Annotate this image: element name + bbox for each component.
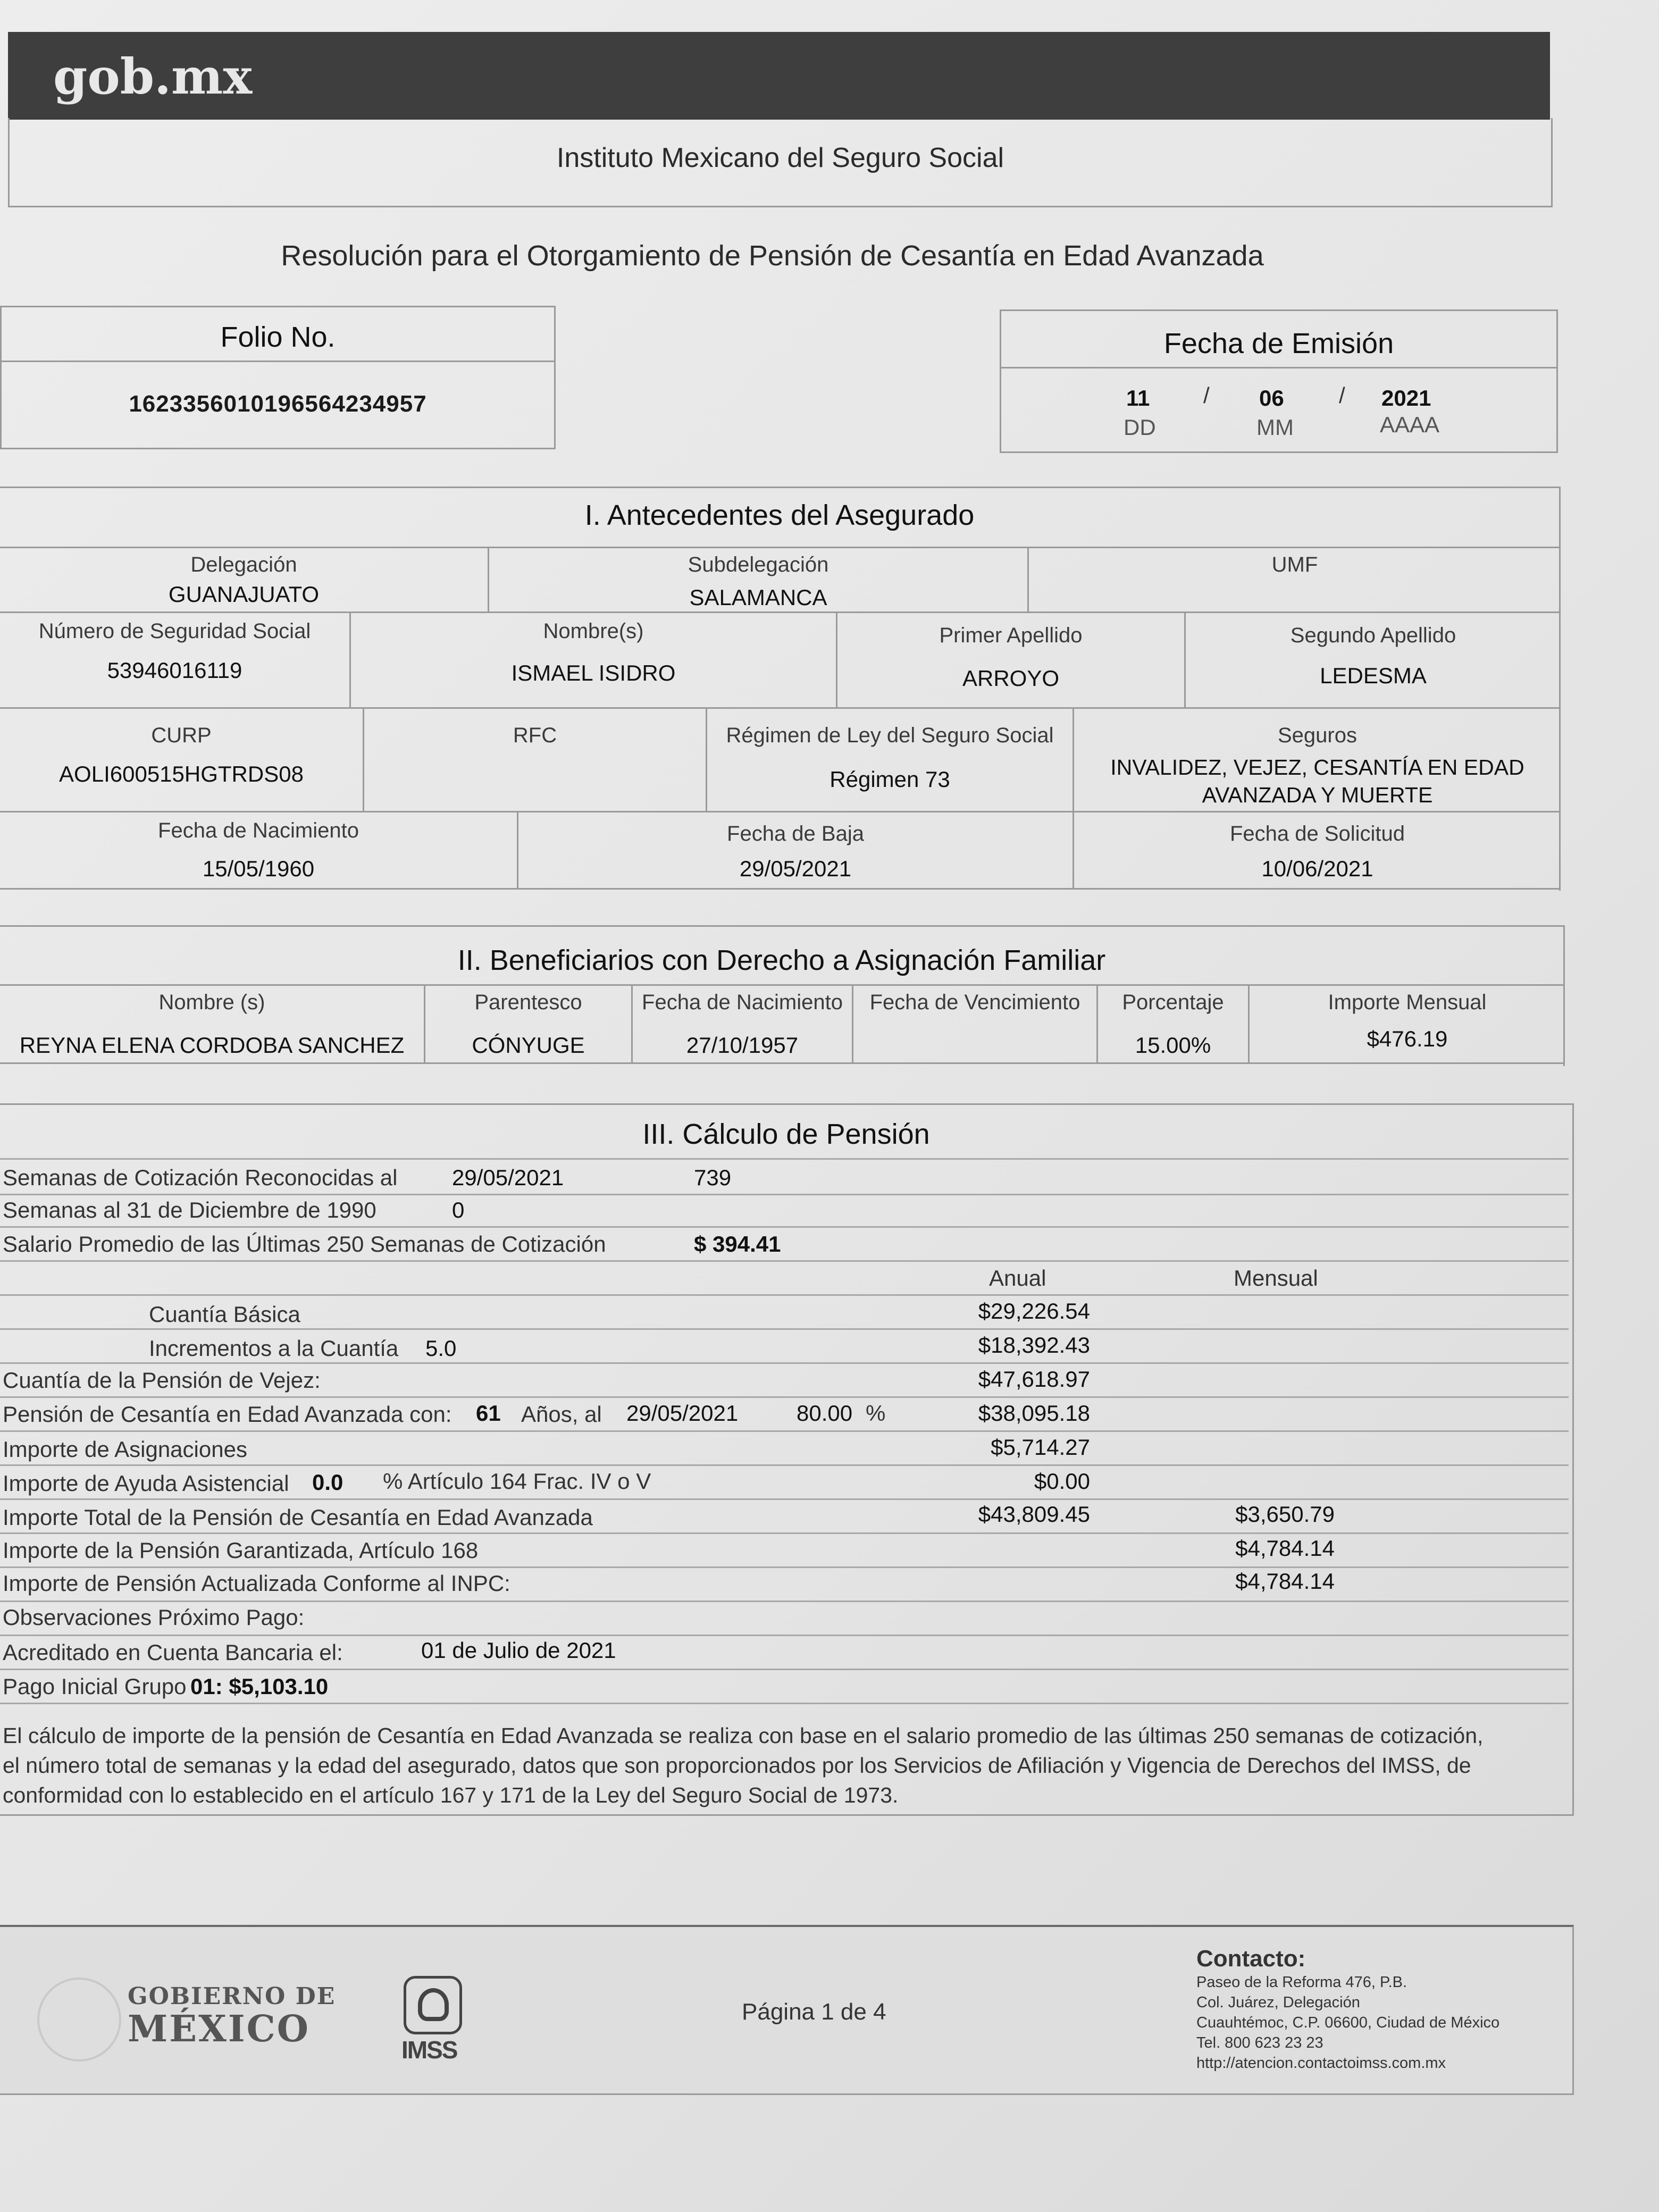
row-salario-promedio: Salario Promedio de las Últimas 250 Semanas de Cotización $ 394.41	[0, 1226, 1569, 1262]
rfc-label: RFC	[513, 724, 557, 747]
seguros-value-line1: INVALIDEZ, VEJEZ, CESANTÍA EN EDAD	[1110, 755, 1524, 780]
subdelegacion-value: SALAMANCA	[689, 585, 827, 610]
row-incrementos: Incrementos a la Cuantía 5.0 $18,392.43	[0, 1328, 1569, 1364]
section-beneficiarios	[0, 925, 1565, 1066]
row-semanas-1990: Semanas al 31 de Diciembre de 1990 0	[0, 1192, 1569, 1228]
umf-cell	[1029, 547, 1561, 613]
baja-value: 29/05/2021	[739, 856, 852, 881]
section-2-title: II. Beneficiarios con Derecho a Asignación Familiar	[457, 944, 1106, 976]
benef-header-parentesco: Parentesco CÓNYUGE	[425, 984, 633, 1064]
apellido2-value: LEDESMA	[1320, 663, 1427, 688]
row-cuantia-basica: Cuantía Básica $29,226.54	[0, 1294, 1569, 1330]
nss-label: Número de Seguridad Social	[38, 619, 311, 643]
solicitud-cell	[1074, 812, 1561, 890]
nss-cell	[0, 613, 351, 709]
nombre-cell	[351, 613, 837, 709]
row-ayuda: Importe de Ayuda Asistencial 0.0 % Artículo 164 Frac. IV o V $0.00	[0, 1464, 1569, 1500]
curp-value: AOLI600515HGTRDS08	[59, 761, 304, 786]
benef-nombre: REYNA ELENA CORDOBA SANCHEZ	[19, 1033, 405, 1058]
baja-label: Fecha de Baja	[727, 822, 864, 845]
institute-name: Instituto Mexicano del Seguro Social	[556, 143, 1004, 173]
fecha-mm-label: MM	[1256, 415, 1294, 440]
subdelegacion-cell	[489, 547, 1029, 613]
curp-cell	[0, 709, 364, 812]
umf-label: UMF	[1271, 553, 1318, 576]
section-calculo	[0, 1103, 1574, 1816]
benef-header-porcentaje: Porcentaje 15.00%	[1098, 984, 1250, 1064]
row-total: Importe Total de la Pensión de Cesantía en Edad Avanzada $43,809.45 $3,650.79	[0, 1498, 1569, 1534]
row-observaciones: Observaciones Próximo Pago:	[0, 1601, 1569, 1636]
solicitud-value: 10/06/2021	[1261, 856, 1373, 881]
benef-porcentaje: 15.00%	[1135, 1033, 1211, 1058]
solicitud-label: Fecha de Solicitud	[1229, 822, 1405, 845]
delegacion-value: GUANAJUATO	[168, 582, 320, 607]
fecha-dd-label: DD	[1124, 415, 1156, 440]
benef-header-nombre: Nombre (s) REYNA ELENA CORDOBA SANCHEZ	[0, 984, 425, 1064]
row-vejez: Cuantía de la Pensión de Vejez: $47,618.97	[0, 1362, 1569, 1398]
section-1-title: I. Antecedentes del Asegurado	[584, 499, 975, 531]
apellido2-label: Segundo Apellido	[1290, 624, 1456, 647]
benef-header-nacimiento: Fecha de Nacimiento 27/10/1957	[633, 984, 853, 1064]
delegacion-label: Delegación	[190, 553, 297, 576]
fecha-sep-1: /	[1203, 383, 1210, 408]
row-columns-header: Anual Mensual	[0, 1260, 1569, 1296]
nombre-value: ISMAEL ISIDRO	[511, 660, 676, 685]
seal-icon	[37, 1978, 121, 2062]
benef-header-vencimiento: Fecha de Vencimiento	[853, 984, 1098, 1064]
institute-box	[8, 118, 1553, 207]
document-title: Resolución para el Otorgamiento de Pensión de Cesantía en Edad Avanzada	[281, 240, 1264, 272]
page-number: Página 1 de 4	[742, 1999, 886, 2025]
seguros-cell	[1074, 709, 1561, 812]
fecha-sep-2: /	[1339, 383, 1345, 408]
contacto-block: Contacto: Paseo de la Reforma 476, P.B. Col. Juárez, Delegación Cuauhtémoc, C.P. 06600, Ciudad de México Tel. 800 623 23 23 http://atencion.contactoimss.com.mx	[1196, 1946, 1500, 2072]
row-semanas-reconocidas: Semanas de Cotización Reconocidas al 29/05/2021 739	[0, 1158, 1569, 1195]
baja-cell	[518, 812, 1074, 890]
apellido1-cell	[837, 613, 1186, 709]
nota-calculo: El cálculo de importe de la pensión de Cesantía en Edad Avanzada se realiza con base en el salario promedio de las últimas 250 semanas de cotización, el número total de semanas y la edad del asegurado, datos que son proporcionados por los Servicios de Afiliación y Vigencia de Derechos del IMSS, de conformidad con lo establecido en el artículo 167 y 171 de la Ley del Seguro Social de 1973.	[3, 1723, 1484, 1807]
section-3-title: III. Cálculo de Pensión	[642, 1118, 930, 1150]
fecha-mm: 06	[1259, 386, 1284, 410]
nacimiento-label: Fecha de Nacimiento	[158, 819, 359, 842]
row-garantizada: Importe de la Pensión Garantizada, Artículo 168 $4,784.14	[0, 1532, 1569, 1568]
nombre-label: Nombre(s)	[543, 619, 644, 643]
regimen-cell	[707, 709, 1074, 812]
imss-emblem-icon	[404, 1976, 462, 2034]
nss-value: 53946016119	[107, 658, 242, 683]
row-acreditado: Acreditado en Cuenta Bancaria el: 01 de Julio de 2021	[0, 1635, 1569, 1670]
rfc-cell	[364, 709, 707, 812]
fecha-aaaa: 2021	[1381, 386, 1431, 410]
fecha-emision-box	[1000, 309, 1558, 453]
subdelegacion-label: Subdelegación	[688, 553, 829, 576]
gobierno-logo: GOBIERNO DE MÉXICO	[128, 1983, 336, 2050]
regimen-value: Régimen 73	[830, 767, 950, 792]
fecha-dd: 11	[1126, 386, 1150, 410]
benef-parentesco: CÓNYUGE	[472, 1033, 585, 1058]
benef-nacimiento: 27/10/1957	[686, 1033, 799, 1058]
nacimiento-cell	[0, 812, 518, 890]
seguros-label: Seguros	[1278, 724, 1357, 747]
folio-box	[0, 306, 556, 449]
folio-label: Folio No.	[220, 321, 336, 353]
row-cesantia: Pensión de Cesantía en Edad Avanzada con: 61 Años, al 29/05/2021 80.00 % $38,095.18	[0, 1396, 1569, 1432]
apellido1-value: ARROYO	[962, 666, 1060, 691]
regimen-label: Régimen de Ley del Seguro Social	[726, 724, 1054, 747]
row-inpc: Importe de Pensión Actualizada Conforme al INPC: $4,784.14	[0, 1566, 1569, 1602]
folio-number: 16233560101965642349​57	[129, 391, 427, 417]
delegacion-cell	[0, 547, 489, 613]
benef-header-importe: Importe Mensual $476.19	[1250, 984, 1565, 1064]
gob-mx-logo: gob.mx	[53, 48, 253, 105]
gob-header-bar	[8, 32, 1550, 120]
curp-label: CURP	[151, 724, 212, 747]
row-asignaciones: Importe de Asignaciones $5,714.27	[0, 1430, 1569, 1466]
nacimiento-value: 15/05/1960	[202, 856, 315, 881]
footer	[0, 1925, 1574, 2095]
seguros-value-line2: AVANZADA Y MUERTE	[1202, 783, 1433, 807]
apellido1-label: Primer Apellido	[939, 624, 1083, 647]
apellido2-cell	[1186, 613, 1561, 709]
row-pago-inicial: Pago Inicial Grupo 01: $5,103.10	[0, 1669, 1569, 1704]
fecha-emision-label: Fecha de Emisión	[1163, 328, 1394, 359]
imss-logo: IMSS	[401, 1976, 471, 2061]
benef-importe: $476.19	[1367, 1026, 1448, 1051]
section-antecedentes	[0, 487, 1561, 891]
fecha-aaaa-label: AAAA	[1380, 412, 1440, 437]
